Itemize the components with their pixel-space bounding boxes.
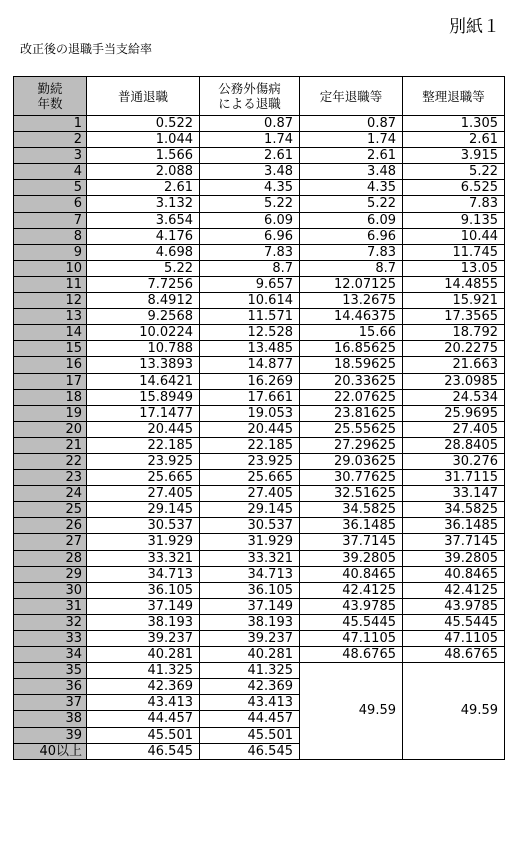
duty-cell: 14.877	[200, 357, 300, 373]
layoff-cell: 13.05	[403, 260, 505, 276]
table-row	[14, 357, 505, 373]
years-cell: 9	[14, 244, 87, 260]
duty-cell: 17.661	[200, 389, 300, 405]
table-row	[14, 228, 505, 244]
ordinary-cell: 4.698	[87, 244, 200, 260]
duty-cell: 4.35	[200, 180, 300, 196]
years-cell: 20	[14, 421, 87, 437]
duty-cell: 44.457	[200, 711, 300, 727]
layoff-cell: 20.2275	[403, 341, 505, 357]
ordinary-cell: 0.522	[87, 116, 200, 132]
duty-cell: 37.149	[200, 598, 300, 614]
duty-cell: 19.053	[200, 405, 300, 421]
table-row	[14, 196, 505, 212]
layoff-cell: 33.147	[403, 486, 505, 502]
years-cell: 6	[14, 196, 87, 212]
layoff-cell: 28.8405	[403, 437, 505, 453]
years-cell: 25	[14, 502, 87, 518]
header-duty: 公務外傷病 による退職	[200, 77, 300, 116]
ordinary-cell: 34.713	[87, 566, 200, 582]
retire-cell: 37.7145	[300, 534, 403, 550]
ordinary-cell: 37.149	[87, 598, 200, 614]
years-cell: 8	[14, 228, 87, 244]
document-title: 改正後の退職手当支給率	[20, 42, 153, 56]
table-row	[14, 631, 505, 647]
duty-cell: 29.145	[200, 502, 300, 518]
ordinary-cell: 17.1477	[87, 405, 200, 421]
retire-cell: 32.51625	[300, 486, 403, 502]
duty-cell: 2.61	[200, 148, 300, 164]
duty-cell: 43.413	[200, 695, 300, 711]
table-row	[14, 132, 505, 148]
layoff-cell: 45.5445	[403, 614, 505, 630]
layoff-cell: 15.921	[403, 293, 505, 309]
years-cell: 24	[14, 486, 87, 502]
years-cell: 1	[14, 116, 87, 132]
duty-cell: 39.237	[200, 631, 300, 647]
duty-cell: 41.325	[200, 663, 300, 679]
duty-cell: 0.87	[200, 116, 300, 132]
duty-cell: 23.925	[200, 453, 300, 469]
layoff-cell: 31.7115	[403, 470, 505, 486]
duty-cell: 40.281	[200, 647, 300, 663]
years-cell: 32	[14, 614, 87, 630]
years-cell: 22	[14, 453, 87, 469]
retire-cell: 4.35	[300, 180, 403, 196]
table-row	[14, 566, 505, 582]
years-cell: 4	[14, 164, 87, 180]
ordinary-cell: 8.4912	[87, 293, 200, 309]
duty-cell: 45.501	[200, 727, 300, 743]
ordinary-cell: 14.6421	[87, 373, 200, 389]
ordinary-cell: 41.325	[87, 663, 200, 679]
ordinary-cell: 25.665	[87, 470, 200, 486]
ordinary-cell: 40.281	[87, 647, 200, 663]
layoff-cell: 5.22	[403, 164, 505, 180]
years-cell: 18	[14, 389, 87, 405]
years-cell: 7	[14, 212, 87, 228]
layoff-cell: 2.61	[403, 132, 505, 148]
layoff-cell: 3.915	[403, 148, 505, 164]
retire-cell: 23.81625	[300, 405, 403, 421]
years-cell: 12	[14, 293, 87, 309]
duty-cell: 8.7	[200, 260, 300, 276]
years-cell: 17	[14, 373, 87, 389]
table-row	[14, 453, 505, 469]
retire-cell: 20.33625	[300, 373, 403, 389]
table-row	[14, 325, 505, 341]
table-row	[14, 373, 505, 389]
layoff-cell: 36.1485	[403, 518, 505, 534]
years-cell: 11	[14, 276, 87, 292]
ordinary-cell: 33.321	[87, 550, 200, 566]
duty-cell: 13.485	[200, 341, 300, 357]
duty-cell: 46.545	[200, 743, 300, 759]
duty-cell: 3.48	[200, 164, 300, 180]
duty-cell: 6.09	[200, 212, 300, 228]
ordinary-cell: 3.132	[87, 196, 200, 212]
years-cell: 14	[14, 325, 87, 341]
layoff-cell: 37.7145	[403, 534, 505, 550]
ordinary-cell: 2.61	[87, 180, 200, 196]
layoff-cell: 30.276	[403, 453, 505, 469]
retire-cell: 34.5825	[300, 502, 403, 518]
table-row	[14, 421, 505, 437]
ordinary-cell: 30.537	[87, 518, 200, 534]
duty-cell: 7.83	[200, 244, 300, 260]
years-cell: 33	[14, 631, 87, 647]
ordinary-cell: 27.405	[87, 486, 200, 502]
duty-cell: 1.74	[200, 132, 300, 148]
retire-cell: 8.7	[300, 260, 403, 276]
retirement-rate-table	[13, 76, 505, 760]
layoff-cell: 25.9695	[403, 405, 505, 421]
layoff-cell: 24.534	[403, 389, 505, 405]
retire-cell: 14.46375	[300, 309, 403, 325]
table-row	[14, 598, 505, 614]
ordinary-cell: 15.8949	[87, 389, 200, 405]
ordinary-cell: 23.925	[87, 453, 200, 469]
years-cell: 26	[14, 518, 87, 534]
ordinary-cell: 38.193	[87, 614, 200, 630]
table-row	[14, 405, 505, 421]
years-cell: 34	[14, 647, 87, 663]
duty-cell: 10.614	[200, 293, 300, 309]
table-row	[14, 582, 505, 598]
retire-cell: 1.74	[300, 132, 403, 148]
table-row	[14, 470, 505, 486]
years-cell: 5	[14, 180, 87, 196]
years-cell: 40以上	[14, 743, 87, 759]
header-layoff: 整理退職等	[403, 77, 505, 116]
layoff-cell: 1.305	[403, 116, 505, 132]
duty-cell: 25.665	[200, 470, 300, 486]
ordinary-cell: 4.176	[87, 228, 200, 244]
ordinary-cell: 43.413	[87, 695, 200, 711]
table-row	[14, 276, 505, 292]
duty-cell: 6.96	[200, 228, 300, 244]
years-cell: 15	[14, 341, 87, 357]
layoff-cell: 17.3565	[403, 309, 505, 325]
ordinary-cell: 36.105	[87, 582, 200, 598]
ordinary-cell: 44.457	[87, 711, 200, 727]
table-row	[14, 212, 505, 228]
table-row	[14, 534, 505, 550]
layoff-cell: 43.9785	[403, 598, 505, 614]
duty-cell: 16.269	[200, 373, 300, 389]
retire-cell: 22.07625	[300, 389, 403, 405]
years-cell: 30	[14, 582, 87, 598]
attachment-label: 別紙１	[449, 17, 500, 37]
layoff-cell: 7.83	[403, 196, 505, 212]
duty-cell: 20.445	[200, 421, 300, 437]
table-row	[14, 148, 505, 164]
table-row	[14, 389, 505, 405]
duty-cell: 38.193	[200, 614, 300, 630]
retire-merged-cell: 49.59	[300, 663, 403, 760]
years-cell: 19	[14, 405, 87, 421]
duty-cell: 5.22	[200, 196, 300, 212]
layoff-cell: 34.5825	[403, 502, 505, 518]
table-row	[14, 260, 505, 276]
years-cell: 27	[14, 534, 87, 550]
table-row	[14, 550, 505, 566]
ordinary-cell: 1.566	[87, 148, 200, 164]
retire-cell: 12.07125	[300, 276, 403, 292]
ordinary-cell: 29.145	[87, 502, 200, 518]
table-row	[14, 614, 505, 630]
duty-cell: 33.321	[200, 550, 300, 566]
table-row	[14, 309, 505, 325]
layoff-cell: 11.745	[403, 244, 505, 260]
ordinary-cell: 7.7256	[87, 276, 200, 292]
duty-cell: 31.929	[200, 534, 300, 550]
retire-cell: 25.55625	[300, 421, 403, 437]
ordinary-cell: 10.788	[87, 341, 200, 357]
layoff-cell: 42.4125	[403, 582, 505, 598]
years-cell: 23	[14, 470, 87, 486]
retire-cell: 48.6765	[300, 647, 403, 663]
years-cell: 37	[14, 695, 87, 711]
ordinary-cell: 31.929	[87, 534, 200, 550]
years-cell: 16	[14, 357, 87, 373]
retire-cell: 0.87	[300, 116, 403, 132]
duty-cell: 9.657	[200, 276, 300, 292]
years-cell: 28	[14, 550, 87, 566]
layoff-cell: 27.405	[403, 421, 505, 437]
ordinary-cell: 5.22	[87, 260, 200, 276]
layoff-cell: 9.135	[403, 212, 505, 228]
ordinary-cell: 1.044	[87, 132, 200, 148]
table-row	[14, 518, 505, 534]
retire-cell: 29.03625	[300, 453, 403, 469]
years-cell: 21	[14, 437, 87, 453]
ordinary-cell: 13.3893	[87, 357, 200, 373]
ordinary-cell: 9.2568	[87, 309, 200, 325]
table-row	[14, 116, 505, 132]
years-cell: 10	[14, 260, 87, 276]
years-cell: 39	[14, 727, 87, 743]
retire-cell: 6.96	[300, 228, 403, 244]
duty-cell: 12.528	[200, 325, 300, 341]
retire-cell: 39.2805	[300, 550, 403, 566]
layoff-cell: 23.0985	[403, 373, 505, 389]
retire-cell: 40.8465	[300, 566, 403, 582]
layoff-cell: 40.8465	[403, 566, 505, 582]
retire-cell: 45.5445	[300, 614, 403, 630]
header-ordinary: 普通退職	[87, 77, 200, 116]
retire-cell: 2.61	[300, 148, 403, 164]
ordinary-cell: 3.654	[87, 212, 200, 228]
retire-cell: 15.66	[300, 325, 403, 341]
table-row	[14, 486, 505, 502]
ordinary-cell: 42.369	[87, 679, 200, 695]
table-row	[14, 293, 505, 309]
years-cell: 29	[14, 566, 87, 582]
ordinary-cell: 22.185	[87, 437, 200, 453]
duty-cell: 42.369	[200, 679, 300, 695]
ordinary-cell: 10.0224	[87, 325, 200, 341]
table-header-row	[14, 77, 505, 116]
retire-cell: 36.1485	[300, 518, 403, 534]
layoff-cell: 18.792	[403, 325, 505, 341]
retire-cell: 47.1105	[300, 631, 403, 647]
duty-cell: 34.713	[200, 566, 300, 582]
duty-cell: 22.185	[200, 437, 300, 453]
retire-cell: 30.77625	[300, 470, 403, 486]
retire-cell: 7.83	[300, 244, 403, 260]
layoff-cell: 6.525	[403, 180, 505, 196]
table-row	[14, 164, 505, 180]
retire-cell: 43.9785	[300, 598, 403, 614]
years-cell: 3	[14, 148, 87, 164]
years-cell: 13	[14, 309, 87, 325]
layoff-cell: 48.6765	[403, 647, 505, 663]
layoff-cell: 39.2805	[403, 550, 505, 566]
duty-cell: 27.405	[200, 486, 300, 502]
header-years: 勤続 年数	[14, 77, 87, 116]
table-row	[14, 647, 505, 663]
retire-cell: 3.48	[300, 164, 403, 180]
table-row	[14, 180, 505, 196]
years-cell: 2	[14, 132, 87, 148]
ordinary-cell: 39.237	[87, 631, 200, 647]
duty-cell: 30.537	[200, 518, 300, 534]
layoff-cell: 47.1105	[403, 631, 505, 647]
duty-cell: 36.105	[200, 582, 300, 598]
years-cell: 35	[14, 663, 87, 679]
layoff-cell: 14.4855	[403, 276, 505, 292]
retire-cell: 13.2675	[300, 293, 403, 309]
layoff-cell: 10.44	[403, 228, 505, 244]
ordinary-cell: 46.545	[87, 743, 200, 759]
retire-cell: 6.09	[300, 212, 403, 228]
header-retire: 定年退職等	[300, 77, 403, 116]
retire-cell: 42.4125	[300, 582, 403, 598]
ordinary-cell: 20.445	[87, 421, 200, 437]
table-row	[14, 244, 505, 260]
ordinary-cell: 2.088	[87, 164, 200, 180]
layoff-cell: 21.663	[403, 357, 505, 373]
table-row	[14, 502, 505, 518]
years-cell: 36	[14, 679, 87, 695]
table-row	[14, 341, 505, 357]
retire-cell: 18.59625	[300, 357, 403, 373]
duty-cell: 11.571	[200, 309, 300, 325]
retire-cell: 5.22	[300, 196, 403, 212]
years-cell: 31	[14, 598, 87, 614]
years-cell: 38	[14, 711, 87, 727]
ordinary-cell: 45.501	[87, 727, 200, 743]
retire-cell: 16.85625	[300, 341, 403, 357]
table-row	[14, 437, 505, 453]
table-row	[14, 663, 505, 679]
retire-cell: 27.29625	[300, 437, 403, 453]
layoff-merged-cell: 49.59	[403, 663, 505, 760]
